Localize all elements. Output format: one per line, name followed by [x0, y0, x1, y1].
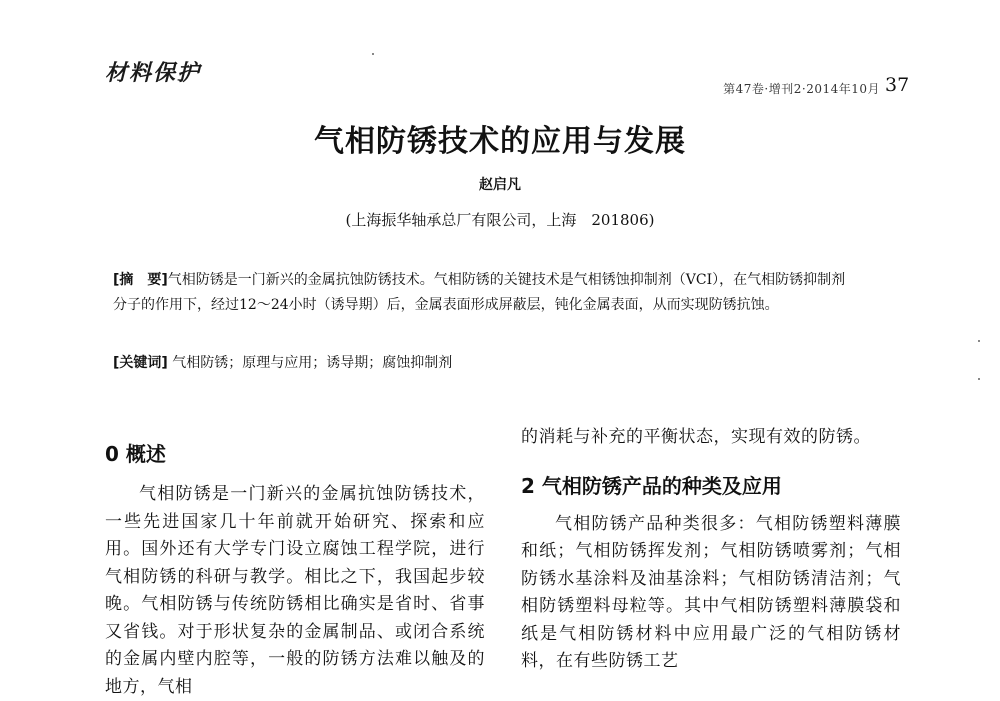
- right-column: [521, 424, 901, 676]
- abstract-label: [摘 要]: [113, 272, 168, 288]
- abstract-text: 气相防锈是一门新兴的金属抗蚀防锈技术。气相防锈的关键技术是气相锈蚀抑制剂（VCI），在气相防锈抑制剂分子的作用下，经过12～24小时（诱导期）后，金属表面形成屏蔽层，钝化金属表面，从而实现防锈抗蚀。: [113, 272, 846, 313]
- author: 赵启凡: [479, 177, 521, 193]
- scan-speck: [372, 53, 374, 55]
- keywords-label: [关键词]: [113, 355, 168, 371]
- issue-info: 第47卷·增刊2·2014年10月: [723, 82, 880, 96]
- section-2-body: 气相防锈产品种类很多：气相防锈塑料薄膜和纸；气相防锈挥发剂；气相防锈喷雾剂；气相防锈水基涂料及油基涂料；气相防锈清洁剂；气相防锈塑料母粒等。其中气相防锈塑料薄膜袋和纸是气相防锈材料中应用最广泛的气相防锈材料，在有些防锈工艺: [521, 513, 901, 671]
- section-1-continuation: 的消耗与补充的平衡状态，实现有效的防锈。: [521, 427, 871, 447]
- scan-speck: [978, 340, 980, 342]
- scan-speck: [978, 378, 980, 380]
- section-0-body: 气相防锈是一门新兴的金属抗蚀防锈技术，一些先进国家几十年前就开始研究、探索和应用。国外还有大学专门设立腐蚀工程学院，进行气相防锈的科研与教学。相比之下，我国起步较晚。气相防锈与传统防锈相比确实是省时、省事又省钱。对于形状复杂的金属制品、或闭合系统的金属内壁内腔等，一般的防锈方法难以触及的地方，气相: [105, 484, 485, 697]
- paper-title: 气相防锈技术的应用与发展: [314, 124, 686, 159]
- abstract: [113, 268, 853, 318]
- page-number: 37: [885, 74, 910, 96]
- journal-name: 材料保护: [105, 60, 202, 86]
- keywords: [113, 352, 853, 372]
- keywords-text: 气相防锈；原理与应用；诱导期；腐蚀抑制剂: [172, 355, 453, 371]
- affiliation: (上海振华轴承总厂有限公司，上海 201806): [345, 211, 655, 229]
- section-0-heading: 0 概述: [105, 442, 166, 466]
- left-column: [105, 430, 485, 701]
- section-2-heading: 2 气相防锈产品的种类及应用: [521, 473, 782, 498]
